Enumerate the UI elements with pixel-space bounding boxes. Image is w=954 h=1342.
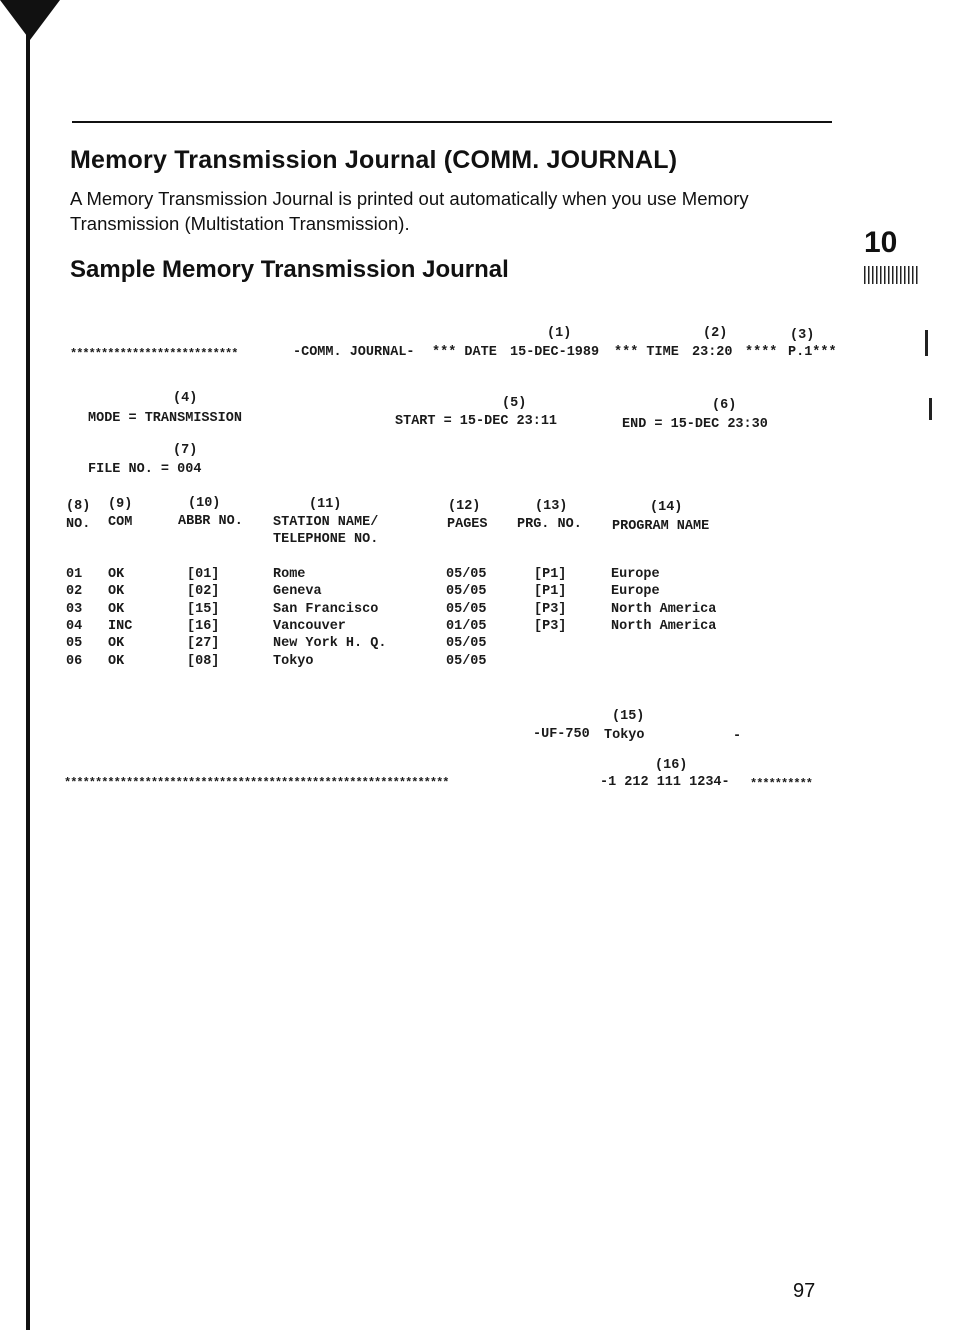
cell-abbr: [01]: [187, 567, 220, 582]
cell-prg: [P1]: [534, 567, 567, 582]
page-corner-mark: [0, 0, 60, 40]
cell-com: OK: [108, 601, 125, 617]
cell-com: OK: [108, 584, 125, 600]
page-prefix: ****: [745, 345, 778, 360]
cell-program: North America: [611, 618, 717, 634]
col-station: STATION NAME/: [273, 515, 379, 530]
cell-pages: 05/05: [446, 601, 487, 617]
table-row: [0, 602, 954, 619]
cell-abbr: [16]: [187, 618, 220, 634]
cell-prg: [P3]: [534, 601, 567, 617]
cell-station: Vancouver: [273, 618, 346, 634]
cell-abbr: [02]: [187, 584, 220, 600]
cell-no: 03: [66, 601, 83, 617]
callout-8: (8): [66, 499, 91, 514]
table-row: [0, 654, 954, 671]
cell-prg: [P3]: [534, 618, 567, 634]
cell-no: 02: [66, 584, 83, 600]
intro-paragraph: A Memory Transmission Journal is printed out automatically when you use Memory Transmission (Multistation Transmission).: [70, 188, 749, 234]
callout-2: (2): [703, 326, 728, 341]
cell-no: 05: [66, 636, 83, 652]
date-prefix: *** DATE: [432, 345, 497, 360]
cell-com: OK: [108, 653, 125, 669]
cell-pages: 05/05: [446, 653, 487, 669]
header-stars: ***************************: [70, 347, 238, 361]
chapter-tab-bars: [864, 266, 918, 284]
cell-station: Tokyo: [273, 653, 314, 669]
journal-date: 15-DEC-1989: [510, 345, 600, 360]
cell-abbr: [08]: [187, 653, 220, 669]
callout-12: (12): [448, 499, 481, 514]
callout-16: (16): [655, 758, 688, 773]
cell-pages: 01/05: [446, 618, 487, 634]
cell-program: North America: [611, 601, 717, 617]
callout-6: (6): [712, 398, 737, 413]
cell-com: INC: [108, 618, 133, 634]
machine-model: -UF-750: [533, 727, 590, 742]
cell-no: 04: [66, 618, 83, 634]
section-subtitle: Sample Memory Transmission Journal: [70, 256, 509, 283]
callout-5: (5): [502, 396, 527, 411]
edge-mark: [925, 330, 928, 356]
col-telephone: TELEPHONE NO.: [273, 532, 379, 547]
callout-15: (15): [612, 709, 645, 724]
cell-pages: 05/05: [446, 584, 487, 600]
cell-pages: 05/05: [446, 636, 487, 652]
cell-station: Geneva: [273, 584, 322, 600]
footer-stars-left: **************************************************************: [64, 776, 449, 790]
footer-stars-right: **********: [750, 777, 813, 791]
journal-title: -COMM. JOURNAL-: [293, 345, 415, 360]
callout-1: (1): [547, 326, 572, 341]
cell-abbr: [15]: [187, 601, 220, 617]
journal-page: P.1***: [788, 345, 837, 360]
cell-abbr: [27]: [187, 636, 220, 652]
table-row: [0, 584, 954, 601]
edge-mark: [929, 398, 932, 420]
cell-no: 01: [66, 567, 83, 582]
cell-com: OK: [108, 636, 125, 652]
file-no-line: FILE NO. = 004: [88, 462, 202, 477]
col-no: NO.: [66, 517, 91, 532]
journal-time: 23:20: [692, 345, 733, 360]
col-program: PROGRAM NAME: [612, 519, 710, 534]
callout-7: (7): [173, 443, 198, 458]
col-abbr: ABBR NO.: [178, 514, 243, 529]
table-row: [0, 619, 954, 636]
chapter-number: 10: [864, 226, 898, 259]
table-row: [0, 567, 954, 584]
machine-location: Tokyo: [604, 728, 645, 743]
cell-program: Europe: [611, 584, 660, 600]
col-pages: PAGES: [447, 517, 488, 532]
start-line: START = 15-DEC 23:11: [395, 414, 558, 429]
col-com: COM: [108, 515, 133, 530]
cell-station: New York H. Q.: [273, 636, 387, 652]
end-line: END = 15-DEC 23:30: [622, 417, 768, 432]
footer-dash: -: [733, 729, 742, 744]
cell-no: 06: [66, 653, 83, 669]
cell-program: Europe: [611, 567, 660, 582]
cell-station: Rome: [273, 567, 306, 582]
page-number: 97: [793, 1280, 816, 1302]
table-row: [0, 636, 954, 653]
cell-station: San Francisco: [273, 601, 379, 617]
mode-line: MODE = TRANSMISSION: [88, 411, 242, 426]
callout-3: (3): [790, 328, 815, 343]
callout-13: (13): [535, 499, 568, 514]
cell-com: OK: [108, 567, 125, 582]
section-rule: [72, 121, 832, 123]
callout-4: (4): [173, 391, 198, 406]
callout-14: (14): [650, 500, 683, 515]
time-prefix: *** TIME: [614, 345, 679, 360]
col-prg: PRG. NO.: [517, 517, 582, 532]
cell-pages: 05/05: [446, 567, 487, 582]
sender-phone: -1 212 111 1234-: [600, 775, 730, 790]
callout-9: (9): [108, 497, 133, 512]
page-title: Memory Transmission Journal (COMM. JOURNAL): [70, 146, 678, 174]
cell-prg: [P1]: [534, 584, 567, 600]
callout-11: (11): [309, 497, 342, 512]
callout-10: (10): [188, 496, 221, 511]
